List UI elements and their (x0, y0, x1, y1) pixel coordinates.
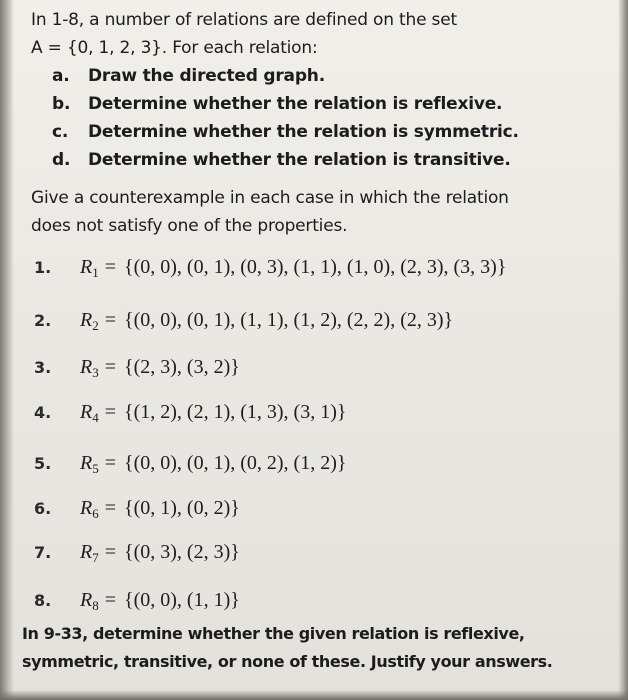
task-c (52, 122, 519, 142)
equals-sign: = (104, 589, 116, 611)
page-edge-shadow-bottom (0, 690, 628, 700)
relation-name: R (80, 356, 93, 378)
task-letter: b. (52, 94, 71, 114)
relation-set: {(2, 3), (3, 2)} (124, 356, 240, 378)
footer-line-2: symmetric, transitive, or none of these. Justify your answers. (22, 652, 553, 671)
equals-sign: = (104, 497, 116, 519)
relation-5 (34, 452, 346, 477)
relation-7 (34, 541, 240, 566)
intro-line-1: In 1-8, a number of relations are defined on the set (31, 10, 457, 30)
relation-number: 8. (34, 591, 52, 610)
task-d (52, 150, 511, 170)
task-a (52, 66, 325, 86)
relation-set: {(0, 0), (0, 1), (1, 1), (1, 2), (2, 2), (2, 3)} (124, 309, 454, 331)
relation-name: R (80, 256, 93, 278)
task-text: Draw the directed graph. (88, 66, 325, 86)
relation-number: 6. (34, 499, 52, 518)
intro-line-2: A = {0, 1, 2, 3}. For each relation: (31, 38, 318, 58)
task-text: Determine whether the relation is symmetric. (88, 122, 519, 142)
relation-number: 1. (34, 258, 52, 277)
equals-sign: = (104, 401, 116, 423)
relation-3 (34, 356, 240, 381)
relation-number: 3. (34, 358, 52, 377)
task-letter: c. (52, 122, 69, 142)
equals-sign: = (104, 356, 116, 378)
relation-name: R (80, 541, 93, 563)
relation-subscript: 7 (92, 550, 99, 565)
relation-subscript: 8 (92, 598, 99, 613)
equals-sign: = (104, 309, 116, 331)
relation-subscript: 6 (92, 506, 99, 521)
relation-set: {(0, 3), (2, 3)} (124, 541, 240, 563)
relation-4 (34, 401, 346, 426)
relation-subscript: 2 (92, 318, 99, 333)
instruction-line-1: Give a counterexample in each case in which the relation (31, 188, 509, 208)
relation-subscript: 4 (92, 410, 99, 425)
relation-set: {(0, 0), (0, 1), (0, 3), (1, 1), (1, 0), (2, 3), (3, 3)} (124, 256, 507, 278)
relation-number: 7. (34, 543, 52, 562)
relation-subscript: 1 (92, 265, 99, 280)
equals-sign: = (104, 541, 116, 563)
task-text: Determine whether the relation is reflexive. (88, 94, 503, 114)
task-letter: a. (52, 66, 70, 86)
instruction-line-2: does not satisfy one of the properties. (31, 216, 348, 236)
task-b (52, 94, 502, 114)
relation-set: {(0, 0), (0, 1), (0, 2), (1, 2)} (124, 452, 347, 474)
relation-name: R (80, 589, 93, 611)
relation-1 (34, 256, 506, 281)
relation-number: 4. (34, 403, 52, 422)
page-edge-shadow-right (618, 0, 628, 700)
relation-8 (34, 589, 240, 614)
relation-name: R (80, 452, 93, 474)
task-letter: d. (52, 150, 71, 170)
relation-name: R (80, 309, 93, 331)
footer-line-1: In 9-33, determine whether the given relation is reflexive, (22, 624, 525, 643)
relation-name: R (80, 497, 93, 519)
relation-number: 5. (34, 454, 52, 473)
page-edge-shadow-left (0, 0, 14, 700)
relation-set: {(0, 1), (0, 2)} (124, 497, 240, 519)
relation-number: 2. (34, 311, 52, 330)
equals-sign: = (104, 256, 116, 278)
relation-2 (34, 309, 453, 334)
relation-name: R (80, 401, 93, 423)
relation-subscript: 3 (92, 365, 99, 380)
relation-subscript: 5 (92, 461, 99, 476)
relation-set: {(0, 0), (1, 1)} (124, 589, 240, 611)
relation-set: {(1, 2), (2, 1), (1, 3), (3, 1)} (124, 401, 347, 423)
equals-sign: = (104, 452, 116, 474)
relation-6 (34, 497, 240, 522)
task-text: Determine whether the relation is transitive. (88, 150, 511, 170)
